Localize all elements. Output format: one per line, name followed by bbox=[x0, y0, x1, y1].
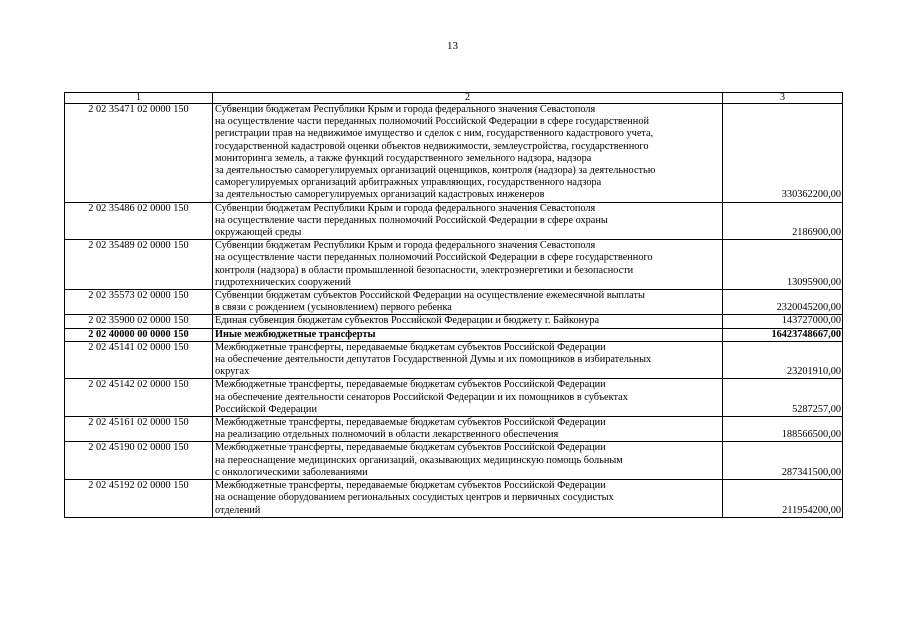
row-description-cell: Единая субвенция бюджетам субъектов Российской Федерации и бюджету г. Байконура bbox=[213, 315, 723, 328]
budget-table bbox=[64, 92, 843, 518]
row-code-cell: 2 02 45190 02 0000 150 bbox=[65, 442, 213, 480]
row-description-cell: Межбюджетные трансферты, передаваемые бюджетам субъектов Российской Федерации на переоснащение медицинских организаций, оказывающих медицинскую помощь больным с онкологическими заболеваниями bbox=[213, 442, 723, 480]
row-amount-cell: 2320045200,00 bbox=[723, 290, 843, 315]
row-description-cell: Межбюджетные трансферты, передаваемые бюджетам субъектов Российской Федерации на обеспечение деятельности депутатов Государственной Думы и их помощников в избирательных округах bbox=[213, 341, 723, 379]
row-amount-cell: 287341500,00 bbox=[723, 442, 843, 480]
row-amount-cell: 5287257,00 bbox=[723, 379, 843, 417]
column-header-amount: 3 bbox=[723, 93, 843, 104]
row-amount-cell: 143727000,00 bbox=[723, 315, 843, 328]
row-description-cell: Субвенции бюджетам Республики Крым и города федерального значения Севастополя на осуществление части переданных полномочий Российской Федерации в сфере государственного контроля (надзора) в области промышленной безопасности, электроэнергетики и безопасности гидротехнических сооружений bbox=[213, 240, 723, 290]
table-row bbox=[65, 328, 843, 341]
table-row bbox=[65, 202, 843, 240]
row-code-cell: 2 02 45142 02 0000 150 bbox=[65, 379, 213, 417]
row-code-cell: 2 02 45141 02 0000 150 bbox=[65, 341, 213, 379]
table-row bbox=[65, 240, 843, 290]
column-header-code: 1 bbox=[65, 93, 213, 104]
row-code-cell: 2 02 45192 02 0000 150 bbox=[65, 480, 213, 518]
row-code-cell: 2 02 45161 02 0000 150 bbox=[65, 417, 213, 442]
row-description-cell: Субвенции бюджетам субъектов Российской Федерации на осуществление ежемесячной выплаты в связи с рождением (усыновлением) первого ребенка bbox=[213, 290, 723, 315]
row-code-cell: 2 02 35900 02 0000 150 bbox=[65, 315, 213, 328]
table-row bbox=[65, 480, 843, 518]
row-amount-cell: 2186900,00 bbox=[723, 202, 843, 240]
row-code-cell: 2 02 35489 02 0000 150 bbox=[65, 240, 213, 290]
row-amount-cell: 211954200,00 bbox=[723, 480, 843, 518]
table-header-row bbox=[65, 93, 843, 104]
row-description-cell: Субвенции бюджетам Республики Крым и города федерального значения Севастополя на осуществление части переданных полномочий Российской Федерации в сфере государственной регистрации прав на недвижимое имущество и сделок с ним, государственного кадастрового учета, государственной кадастровой оценки объектов недвижимости, землеустройства, государственного мониторинга земель, а также функций государственного земельного надзора, надзора за деятельностью саморегулируемых организаций оценщиков, контроля (надзора) за деятельностью саморегулируемых организаций арбитражных управляющих, государственного надзора за деятельностью саморегулируемых организаций кадастровых инженеров bbox=[213, 104, 723, 203]
row-code-cell: 2 02 35486 02 0000 150 bbox=[65, 202, 213, 240]
table-row bbox=[65, 442, 843, 480]
table-row bbox=[65, 379, 843, 417]
row-amount-cell: 16423748667,00 bbox=[723, 328, 843, 341]
row-code-cell: 2 02 35471 02 0000 150 bbox=[65, 104, 213, 203]
table-row bbox=[65, 417, 843, 442]
row-amount-cell: 13095900,00 bbox=[723, 240, 843, 290]
row-description-cell: Субвенции бюджетам Республики Крым и города федерального значения Севастополя на осуществление части переданных полномочий Российской Федерации в сфере охраны окружающей среды bbox=[213, 202, 723, 240]
table-row bbox=[65, 341, 843, 379]
column-header-description: 2 bbox=[213, 93, 723, 104]
row-amount-cell: 330362200,00 bbox=[723, 104, 843, 203]
row-description-cell: Межбюджетные трансферты, передаваемые бюджетам субъектов Российской Федерации на оснащение оборудованием региональных сосудистых центров и первичных сосудистых отделений bbox=[213, 480, 723, 518]
table-row bbox=[65, 315, 843, 328]
row-code-cell: 2 02 40000 00 0000 150 bbox=[65, 328, 213, 341]
row-amount-cell: 188566500,00 bbox=[723, 417, 843, 442]
row-amount-cell: 23201910,00 bbox=[723, 341, 843, 379]
row-description-cell: Межбюджетные трансферты, передаваемые бюджетам субъектов Российской Федерации на реализацию отдельных полномочий в области лекарственного обеспечения bbox=[213, 417, 723, 442]
table-row bbox=[65, 290, 843, 315]
row-description-cell: Иные межбюджетные трансферты bbox=[213, 328, 723, 341]
row-code-cell: 2 02 35573 02 0000 150 bbox=[65, 290, 213, 315]
table-row bbox=[65, 104, 843, 203]
row-description-cell: Межбюджетные трансферты, передаваемые бюджетам субъектов Российской Федерации на обеспечение деятельности сенаторов Российской Федерации и их помощников в субъектах Российской Федерации bbox=[213, 379, 723, 417]
page-number: 13 bbox=[447, 40, 458, 52]
